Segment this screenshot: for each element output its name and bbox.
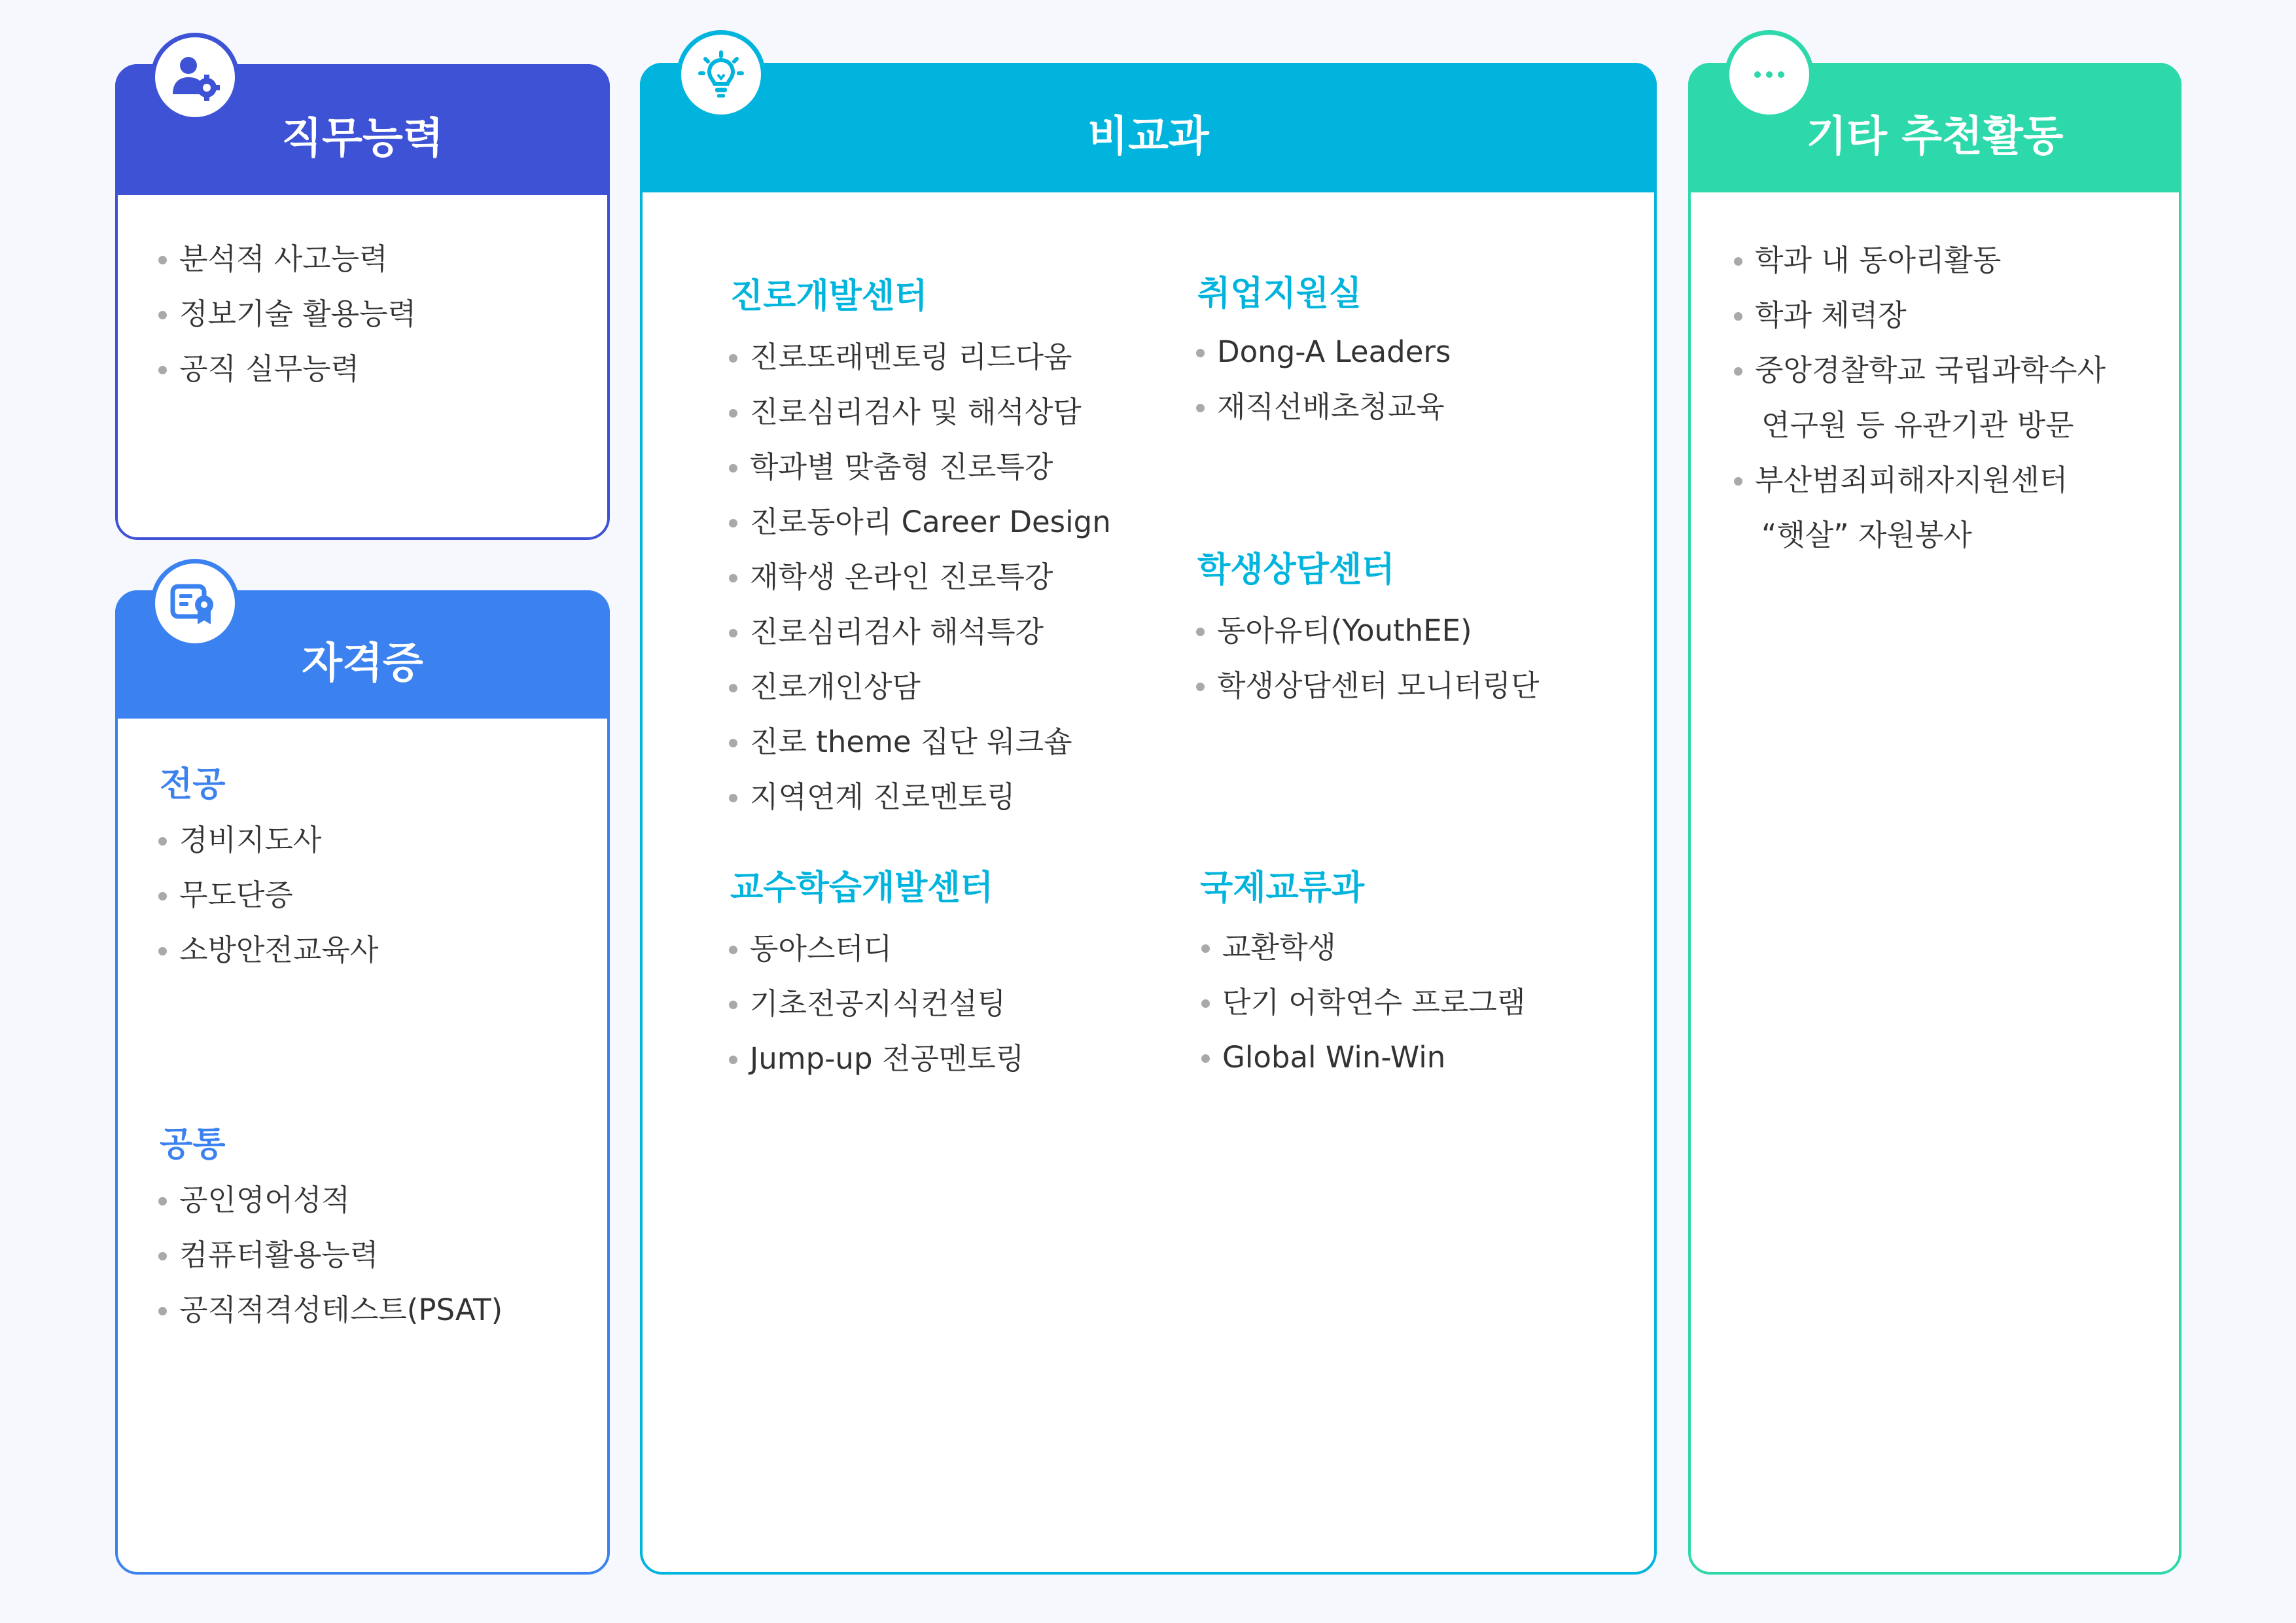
list-item: 공인영어성적 [157,1173,503,1228]
common-heading: 공통 [160,1125,226,1164]
job-skills-list [157,232,416,397]
major-list [157,813,378,978]
international-list [1200,920,1525,1085]
job-skills-title: 직무능력 [281,115,444,163]
extracurricular-header [640,63,1657,192]
list-item: Jump-up 전공멘토링 [728,1031,1024,1086]
international-heading: 국제교류과 [1200,868,1365,908]
career-center-heading: 진로개발센터 [730,277,928,316]
list-item: 정보기술 활용능력 [157,287,416,342]
list-item: 무도단증 [157,868,378,923]
list-item-continuation: 연구원 등 유관기관 방문 [1761,408,2074,442]
extracurricular-card [640,63,1657,1575]
lightbulb-icon [677,30,766,119]
other-activities-list [1733,233,2106,563]
common-list [157,1173,503,1338]
more-dots-icon [1725,30,1814,119]
major-heading: 전공 [160,765,226,804]
certificates-card [115,590,610,1575]
other-activities-title: 기타 추천활동 [1806,113,2064,161]
list-item: 경비지도사 [157,813,378,868]
counseling-center-heading: 학생상담센터 [1197,550,1395,590]
user-gear-icon [150,33,239,122]
list-item: 소방안전교육사 [157,923,378,978]
list-item: 컴퓨터활용능력 [157,1228,503,1283]
employment-office-heading: 취업지원실 [1197,274,1362,313]
certificate-icon [150,559,239,648]
list-item: 부산범죄피해자지원센터 [1733,453,2106,508]
list-item: 재직선배초청교육 [1195,380,1451,435]
employment-office-list [1195,325,1451,435]
list-item: 학과 체력장 [1733,288,2106,343]
list-item: 공직적격성테스트(PSAT) [157,1283,503,1338]
job-skills-card [115,64,610,540]
list-item: 진로또래멘토링 리드다움 [728,330,1111,385]
teaching-center-heading: 교수학습개발센터 [730,868,993,908]
list-item: 단기 어학연수 프로그램 [1200,975,1525,1030]
list-item: 학생상담센터 모니터링단 [1195,658,1539,713]
career-center-list [728,330,1111,825]
list-item: Global Win-Win [1200,1030,1525,1085]
list-item: 진로 theme 집단 워크숍 [728,715,1111,770]
list-item: 학과별 맞춤형 진로특강 [728,440,1111,495]
list-item: Dong-A Leaders [1195,325,1451,380]
list-item: 학과 내 동아리활동 [1733,233,2106,288]
list-item: 분석적 사고능력 [157,232,416,287]
teaching-center-list [728,921,1024,1086]
extracurricular-title: 비교과 [1087,113,1209,161]
list-item: 동아유티(YouthEE) [1195,603,1539,658]
other-activities-card [1688,63,2181,1575]
list-item: 진로심리검사 해석특강 [728,605,1111,660]
list-item: 지역연계 진로멘토링 [728,770,1111,825]
list-item: 진로심리검사 및 해석상담 [728,385,1111,440]
list-item: 진로개인상담 [728,660,1111,715]
counseling-center-list [1195,603,1539,713]
list-item: 재학생 온라인 진로특강 [728,550,1111,605]
list-item: 공직 실무능력 [157,342,416,397]
certificates-title: 자격증 [302,639,423,688]
list-item: 동아스터디 [728,921,1024,976]
list-item: 기초전공지식컨설팅 [728,976,1024,1031]
list-item: 중앙경찰학교 국립과학수사 [1733,343,2106,398]
list-item: 진로동아리 Career Design [728,495,1111,550]
list-item: 교환학생 [1200,920,1525,975]
list-item-continuation: “햇살” 자원봉사 [1761,518,1972,552]
